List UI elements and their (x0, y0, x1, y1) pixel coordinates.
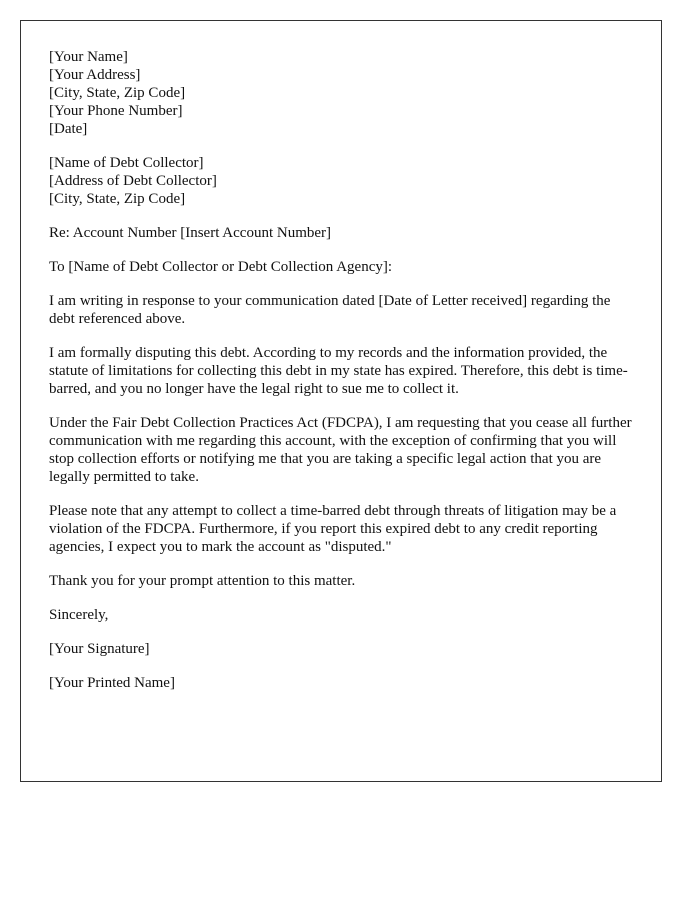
body-paragraph: I am writing in response to your communication dated [Date of Letter received] regarding the debt referenced above. (49, 293, 611, 327)
printed-name: [Your Printed Name] (49, 675, 175, 691)
body-paragraph: Thank you for your prompt attention to this matter. (49, 573, 356, 589)
sender-city-state-zip: [City, State, Zip Code] (49, 85, 186, 101)
recipient-address-line: [Address of Debt Collector] (49, 173, 217, 189)
closing: Sincerely, (49, 607, 109, 623)
sender-phone: [Your Phone Number] (49, 103, 183, 119)
recipient-city-state-zip: [City, State, Zip Code] (49, 191, 186, 207)
sender-address-line: [Your Address] (49, 67, 141, 83)
re-line: Re: Account Number [Insert Account Number] (49, 225, 332, 241)
signature: [Your Signature] (49, 641, 150, 657)
recipient-name: [Name of Debt Collector] (49, 155, 204, 171)
sender-address (49, 48, 633, 138)
letter-page (20, 20, 662, 782)
salutation: To [Name of Debt Collector or Debt Collection Agency]: (49, 259, 393, 275)
body-paragraph: Under the Fair Debt Collection Practices Act (FDCPA), I am requesting that you cease all further communication with me regarding this account, with the exception of confirming that you will stop collection efforts or notifying me that you are taking a specific legal action that you are legally permitted to take. (49, 415, 632, 485)
letter-date: [Date] (49, 121, 88, 137)
sender-name: [Your Name] (49, 49, 128, 65)
body-paragraph: I am formally disputing this debt. According to my records and the information provided, the statute of limitations for collecting this debt in my state has expired. Therefore, this debt is time-barred, and you no longer have the legal right to sue me to collect it. (49, 345, 628, 397)
recipient-address (49, 154, 633, 208)
body-paragraph: Please note that any attempt to collect a time-barred debt through threats of litigation may be a violation of the FDCPA. Furthermore, if you report this expired debt to any credit reporting agencies, I expect you to mark the account as "disputed." (49, 503, 617, 555)
